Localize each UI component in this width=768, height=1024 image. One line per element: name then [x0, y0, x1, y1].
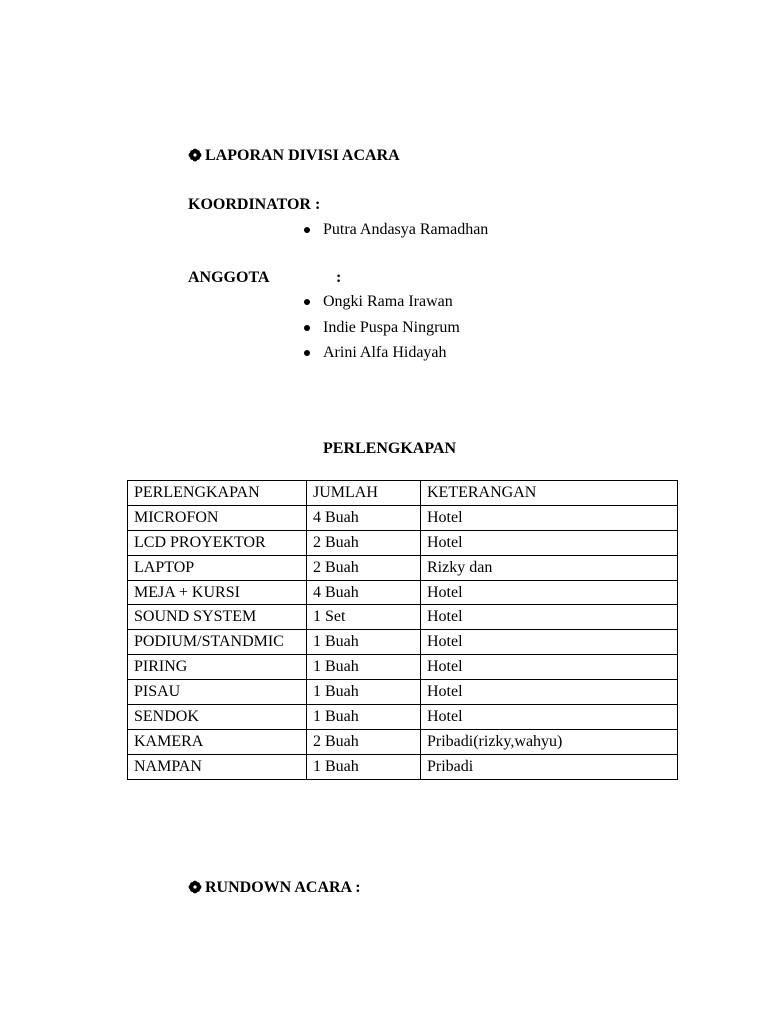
rundown-line	[188, 878, 361, 898]
table-row	[128, 705, 678, 730]
cell-notes: Pribadi(rizky,wahyu)	[421, 729, 678, 754]
cell-notes: Hotel	[421, 705, 678, 730]
bullet-dot-icon	[304, 350, 310, 356]
list-item: Arini Alfa Hidayah	[323, 343, 460, 369]
table-row	[128, 754, 678, 779]
cell-quantity: 4 Buah	[307, 580, 421, 605]
cell-quantity: 2 Buah	[307, 555, 421, 580]
coordinator-list	[323, 220, 488, 246]
cell-quantity: 1 Buah	[307, 705, 421, 730]
column-header-item: PERLENGKAPAN	[128, 481, 307, 506]
cell-item: LCD PROYEKTOR	[128, 530, 307, 555]
list-item: Indie Puspa Ningrum	[323, 318, 460, 344]
table-row	[128, 729, 678, 754]
cell-quantity: 1 Buah	[307, 630, 421, 655]
report-title-line	[188, 146, 400, 166]
cell-item: MEJA + KURSI	[128, 580, 307, 605]
bullet-dot-icon	[304, 325, 310, 331]
cell-notes: Hotel	[421, 630, 678, 655]
cell-item: PIRING	[128, 655, 307, 680]
table-row	[128, 505, 678, 530]
cell-item: NAMPAN	[128, 754, 307, 779]
flower-bullet-icon	[188, 148, 202, 162]
cell-quantity: 1 Buah	[307, 754, 421, 779]
column-header-quantity: JUMLAH	[307, 481, 421, 506]
report-title: LAPORAN DIVISI ACARA	[205, 147, 400, 164]
table-row	[128, 555, 678, 580]
table-row	[128, 530, 678, 555]
members-list	[323, 292, 460, 369]
cell-quantity: 2 Buah	[307, 729, 421, 754]
rundown-label: RUNDOWN ACARA :	[205, 879, 361, 896]
cell-notes: Pribadi	[421, 754, 678, 779]
table-header-row	[128, 481, 678, 506]
table-row	[128, 605, 678, 630]
cell-notes: Hotel	[421, 505, 678, 530]
members-colon: :	[336, 269, 342, 286]
list-item: Putra Andasya Ramadhan	[323, 220, 488, 246]
cell-notes: Hotel	[421, 655, 678, 680]
flower-bullet-icon	[188, 880, 202, 894]
table-row	[128, 655, 678, 680]
cell-item: LAPTOP	[128, 555, 307, 580]
equipment-heading: PERLENGKAPAN	[323, 440, 457, 457]
cell-notes: Hotel	[421, 680, 678, 705]
cell-item: MICROFON	[128, 505, 307, 530]
cell-item: KAMERA	[128, 729, 307, 754]
members-label: ANGGOTA	[188, 269, 270, 286]
column-header-notes: KETERANGAN	[421, 481, 678, 506]
cell-notes: Hotel	[421, 605, 678, 630]
cell-quantity: 1 Buah	[307, 655, 421, 680]
cell-item: SOUND SYSTEM	[128, 605, 307, 630]
table-row	[128, 580, 678, 605]
equipment-table	[127, 480, 678, 780]
bullet-dot-icon	[304, 299, 310, 305]
bullet-dot-icon	[304, 227, 310, 233]
cell-notes: Hotel	[421, 530, 678, 555]
table-row	[128, 680, 678, 705]
cell-notes: Rizky dan	[421, 555, 678, 580]
cell-notes: Hotel	[421, 580, 678, 605]
cell-quantity: 4 Buah	[307, 505, 421, 530]
cell-item: SENDOK	[128, 705, 307, 730]
coordinator-label: KOORDINATOR :	[188, 196, 321, 213]
list-item: Ongki Rama Irawan	[323, 292, 460, 318]
table-row	[128, 630, 678, 655]
cell-item: PISAU	[128, 680, 307, 705]
cell-item: PODIUM/STANDMIC	[128, 630, 307, 655]
cell-quantity: 1 Buah	[307, 680, 421, 705]
cell-quantity: 1 Set	[307, 605, 421, 630]
cell-quantity: 2 Buah	[307, 530, 421, 555]
